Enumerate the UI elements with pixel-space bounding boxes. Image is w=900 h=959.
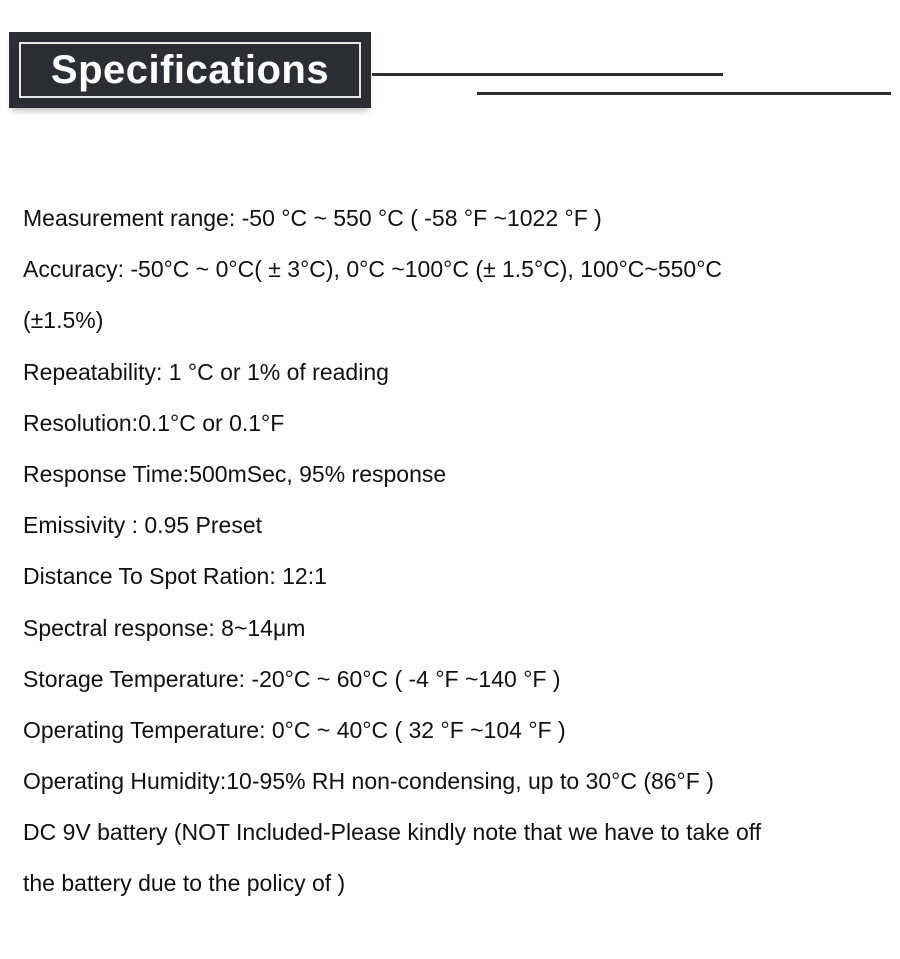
spec-storage-temperature: Storage Temperature: -20°C ~ 60°C ( -4 °F ~140 °F ) [23, 665, 561, 692]
spec-operating-humidity: Operating Humidity:10-95% RH non-condensing, up to 30°C (86°F ) [23, 768, 714, 795]
spec-battery-continued: the battery due to the policy of ) [23, 870, 346, 897]
header-divider-top [372, 73, 723, 76]
spec-resolution: Resolution:0.1°C or 0.1°F [23, 409, 285, 436]
spec-emissivity: Emissivity : 0.95 Preset [23, 512, 263, 539]
section-title: Specifications [50, 48, 330, 92]
spec-distance-to-spot: Distance To Spot Ration: 12:1 [23, 563, 327, 590]
specifications-list [23, 193, 883, 910]
spec-operating-temperature: Operating Temperature: 0°C ~ 40°C ( 32 °F ~104 °F ) [23, 716, 566, 743]
spec-repeatability: Repeatability: 1 °C or 1% of reading [23, 358, 389, 385]
spec-spectral-response: Spectral response: 8~14μm [23, 614, 306, 641]
section-header-badge [9, 32, 371, 108]
spec-accuracy-continued: (±1.5%) [23, 307, 104, 334]
spec-measurement-range: Measurement range: -50 °C ~ 550 °C ( -58 °F ~1022 °F ) [23, 205, 602, 231]
spec-accuracy: Accuracy: -50°C ~ 0°C( ± 3°C), 0°C ~100°C (± 1.5°C), 100°C~550°C [23, 256, 723, 283]
spec-response-time: Response Time:500mSec, 95% response [23, 460, 447, 487]
spec-battery: DC 9V battery (NOT Included-Please kindly note that we have to take off [23, 819, 762, 846]
header-divider-bottom [477, 92, 891, 95]
section-header-frame [19, 42, 361, 98]
